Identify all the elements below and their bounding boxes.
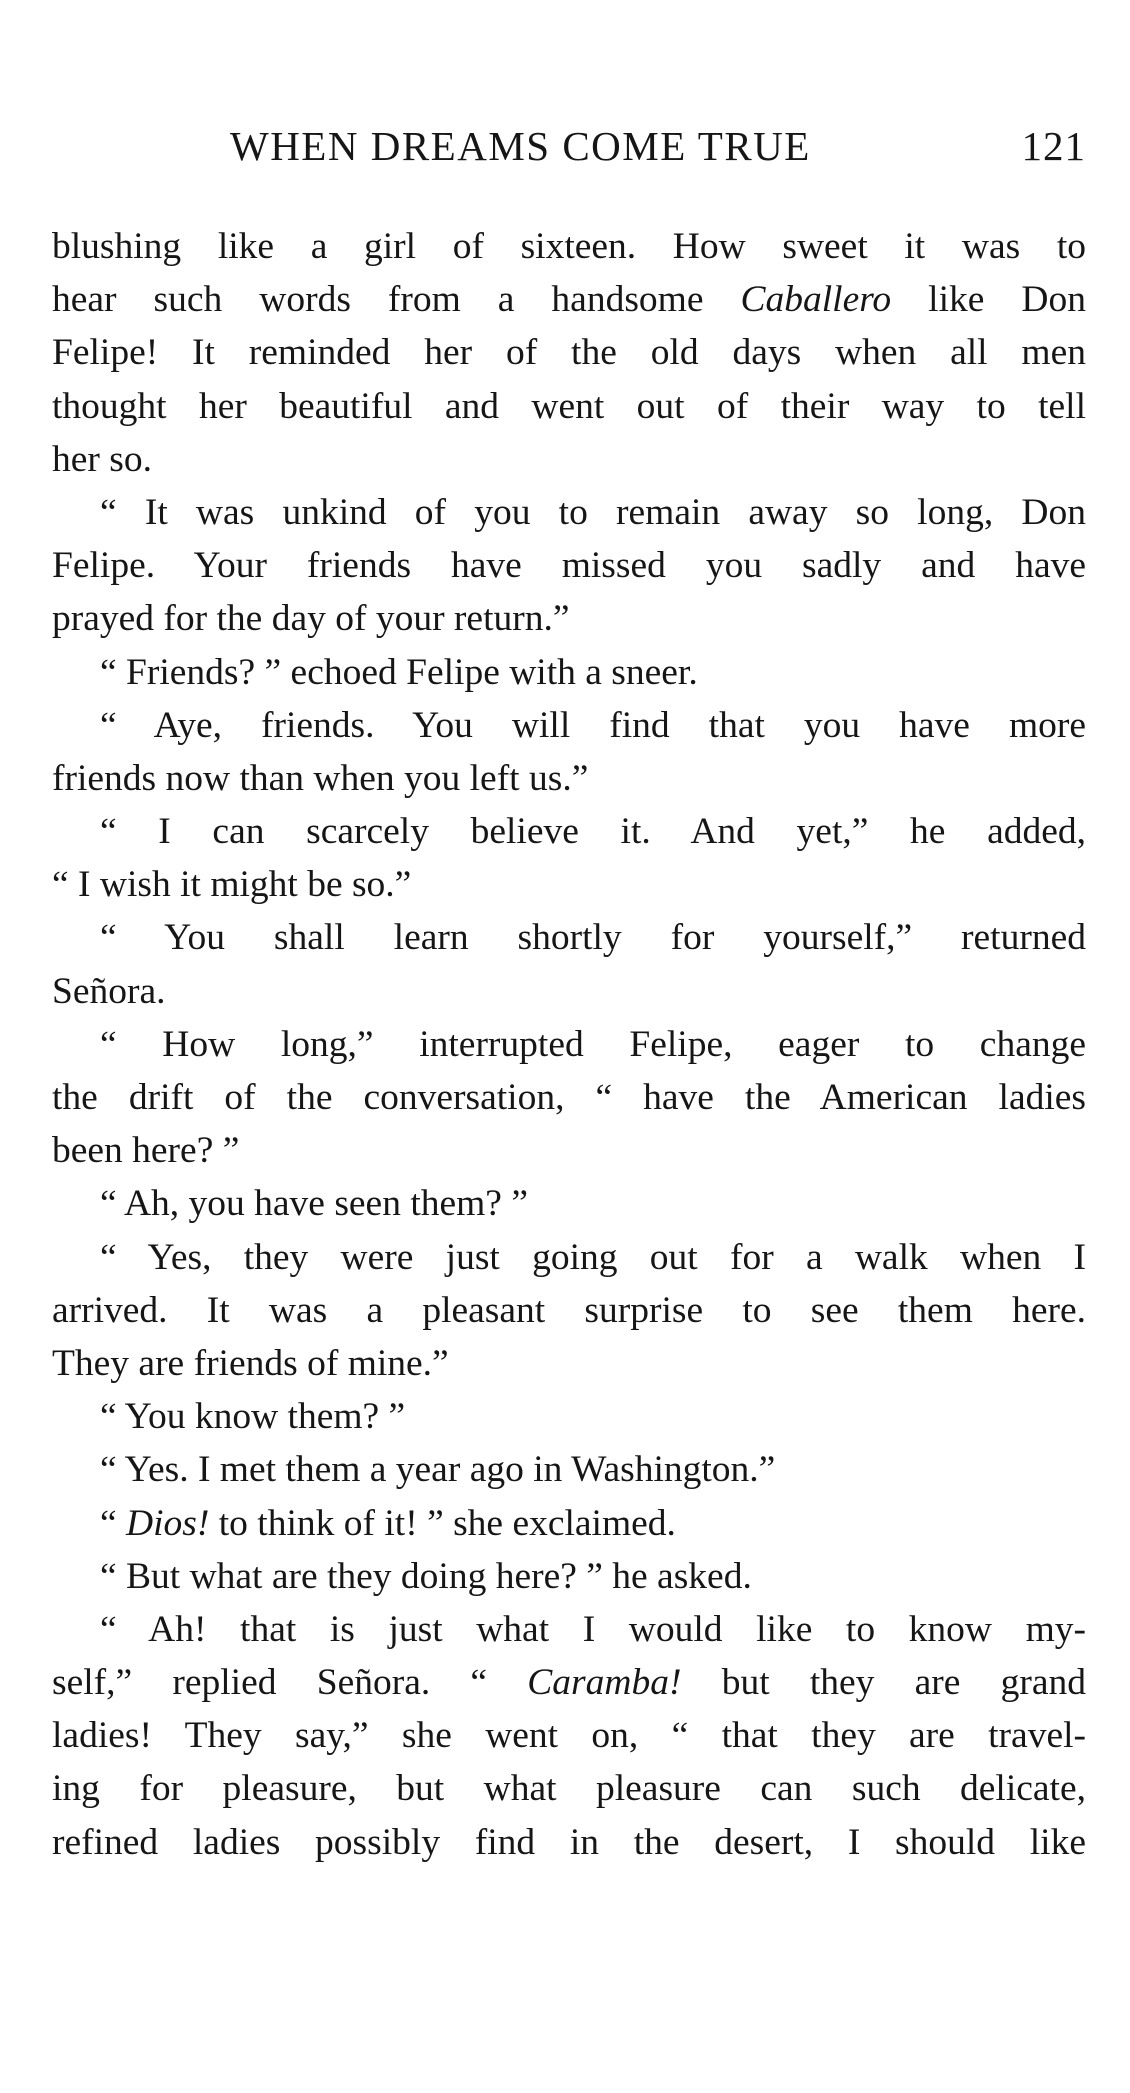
text-line-pre: “ <box>100 1502 127 1544</box>
text-line-pre: self,” replied Señora. “ <box>52 1662 528 1704</box>
text-line <box>52 592 1086 645</box>
text-line <box>52 1709 1086 1762</box>
text-line-pre: Felipe! It reminded her of the old days when all men <box>52 332 1086 374</box>
text-line <box>52 1177 1086 1230</box>
text-line-pre: her so. <box>52 438 152 480</box>
text-line-pre: “ You know them? ” <box>100 1396 406 1438</box>
text-line <box>52 1656 1086 1709</box>
text-line-pre: refined ladies possibly find in the desert, I should like <box>52 1821 1086 1863</box>
text-line-pre: “ But what are they doing here? ” he asked. <box>100 1555 752 1597</box>
text-line-pre: blushing like a girl of sixteen. How sweet it was to <box>52 226 1086 267</box>
text-line-italic: Caballero <box>740 279 892 321</box>
text-line-pre: “ Aye, friends. You will find that you have more <box>100 704 1086 746</box>
text-line <box>52 273 1086 326</box>
text-line <box>52 1816 1086 1869</box>
text-line-pre: Felipe. Your friends have missed you sadly and have <box>52 545 1086 587</box>
text-line-pre: “ Yes. I met them a year ago in Washington.” <box>100 1449 776 1491</box>
text-line-pre: been here? ” <box>52 1130 240 1172</box>
text-line <box>52 1443 1086 1496</box>
text-line <box>52 1231 1086 1284</box>
running-head <box>230 122 1086 182</box>
text-line-pre: Señora. <box>52 970 166 1012</box>
text-line <box>52 380 1086 433</box>
text-line <box>52 486 1086 539</box>
text-line <box>52 326 1086 379</box>
text-line <box>52 646 1086 699</box>
text-line-pre: “ Ah, you have seen them? ” <box>100 1183 528 1225</box>
text-line-pre: “ I wish it might be so.” <box>52 864 412 906</box>
text-line <box>52 805 1086 858</box>
text-line <box>52 752 1086 805</box>
text-line <box>52 1390 1086 1443</box>
text-line-italic: Caramba! <box>527 1662 682 1704</box>
text-line-pre: They are friends of mine.” <box>52 1342 449 1384</box>
text-line-pre: “ Ah! that is just what I would like to know my- <box>100 1608 1086 1650</box>
text-line <box>52 1071 1086 1124</box>
text-line-pre: “ Friends? ” echoed Felipe with a sneer. <box>100 651 698 693</box>
text-line <box>52 1550 1086 1603</box>
text-line-pre: thought her beautiful and went out of their way to tell <box>52 385 1086 427</box>
text-line <box>52 220 1086 273</box>
text-line-pre: hear such words from a handsome <box>52 279 741 321</box>
text-line-pre: “ How long,” interrupted Felipe, eager to change <box>100 1023 1086 1065</box>
text-line-pre: the drift of the conversation, “ have the American ladies <box>52 1077 1086 1118</box>
text-line-italic: Dios! <box>126 1502 210 1544</box>
text-line-pre: “ You shall learn shortly for yourself,” returned <box>100 917 1086 959</box>
text-line <box>52 1603 1086 1656</box>
text-line-pre: ladies! They say,” she went on, “ that they are travel- <box>52 1715 1086 1757</box>
text-line-pre: “ It was unkind of you to remain away so long, Don <box>100 491 1086 533</box>
running-title: WHEN DREAMS COME TRUE <box>230 123 811 169</box>
text-line-pre: arrived. It was a pleasant surprise to see them here. <box>52 1289 1086 1331</box>
text-line <box>52 965 1086 1018</box>
text-line-post: like Don <box>891 279 1086 321</box>
text-line <box>52 1762 1086 1815</box>
text-line <box>52 1124 1086 1177</box>
text-line <box>52 1497 1086 1550</box>
text-line <box>52 699 1086 752</box>
text-line-pre: “ Yes, they were just going out for a walk when I <box>100 1236 1086 1278</box>
body-text <box>52 220 1086 1869</box>
text-line-pre: “ I can scarcely believe it. And yet,” he added, <box>100 811 1086 853</box>
text-line <box>52 1284 1086 1337</box>
text-line <box>52 539 1086 592</box>
text-line-pre: friends now than when you left us.” <box>52 757 589 799</box>
text-line <box>52 858 1086 911</box>
page-number: 121 <box>1021 123 1086 169</box>
text-line <box>52 911 1086 964</box>
text-line-pre: prayed for the day of your return.” <box>52 598 570 640</box>
text-line-post: to think of it! ” she exclaimed. <box>209 1502 676 1544</box>
text-line <box>52 433 1086 486</box>
text-line <box>52 1018 1086 1071</box>
text-line-post: but they are grand <box>681 1662 1086 1704</box>
text-line <box>52 1337 1086 1390</box>
text-line-pre: ing for pleasure, but what pleasure can such delicate, <box>52 1768 1086 1810</box>
